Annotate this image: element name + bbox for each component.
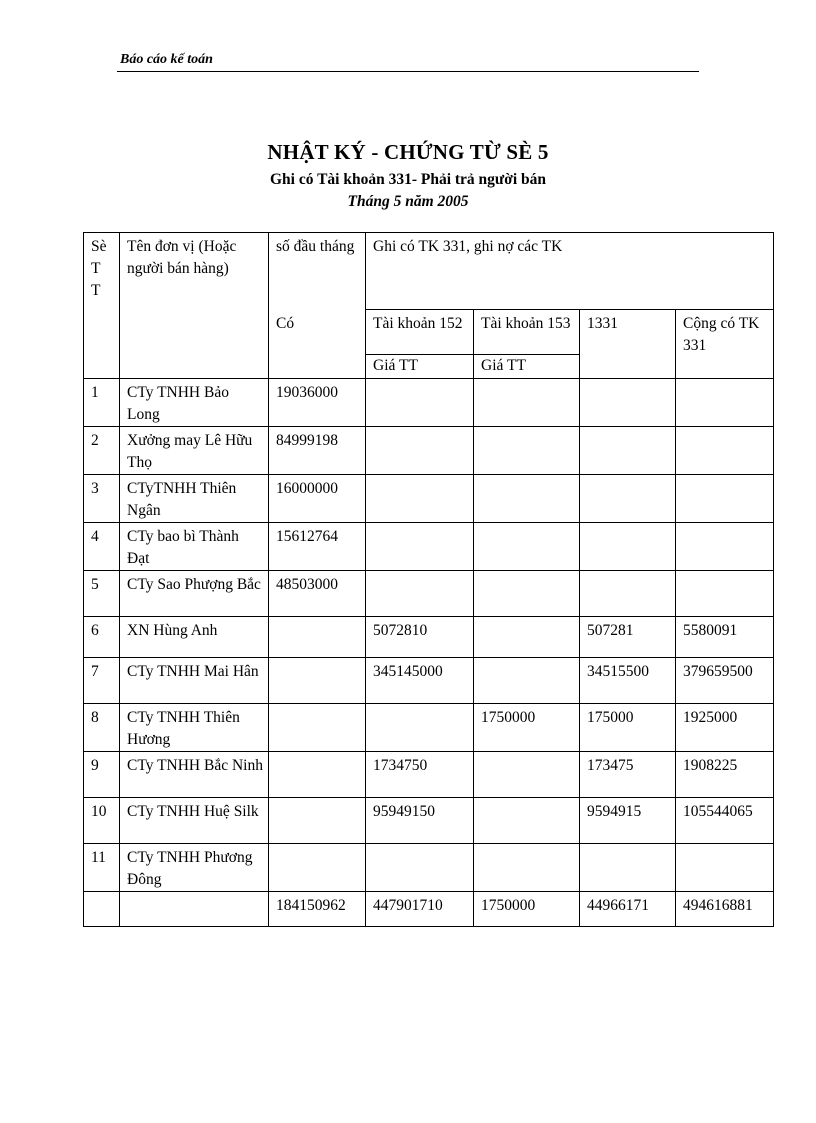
cell-opening	[269, 617, 366, 658]
cell-total-credit	[676, 427, 774, 475]
header-account-1331: 1331	[580, 310, 676, 379]
cell-tk152	[366, 571, 474, 617]
cell-tk153	[474, 752, 580, 798]
cell-total-credit	[676, 523, 774, 571]
totals-opening: 184150962	[269, 892, 366, 927]
header-opening-balance: số đầu tháng	[269, 233, 366, 310]
totals-tk1331: 44966171	[580, 892, 676, 927]
cell-stt: 2	[84, 427, 120, 475]
cell-unit-name: CTy TNHH Phương Đông	[120, 844, 269, 892]
header-rule	[117, 71, 699, 72]
totals-name	[120, 892, 269, 927]
document-title: NHẬT KÝ - CHỨNG TỪ SÈ 5	[267, 140, 549, 164]
header-credit-group: Ghi có TK 331, ghi nợ các TK	[366, 233, 774, 310]
cell-unit-name: XN Hùng Anh	[120, 617, 269, 658]
header-opening-credit: Có	[269, 310, 366, 379]
table-row	[84, 571, 774, 617]
cell-unit-name: CTy bao bì Thành Đạt	[120, 523, 269, 571]
cell-opening	[269, 798, 366, 844]
table-row	[84, 704, 774, 752]
cell-stt: 11	[84, 844, 120, 892]
cell-opening: 84999198	[269, 427, 366, 475]
report-header-label: Báo cáo kế toán	[120, 52, 213, 67]
cell-unit-name: CTy TNHH Bắc Ninh	[120, 752, 269, 798]
document-period: Tháng 5 năm 2005	[347, 193, 469, 210]
cell-tk153	[474, 844, 580, 892]
ledger-header	[84, 233, 774, 379]
header-total-credit: Cộng có TK 331	[676, 310, 774, 379]
cell-opening: 48503000	[269, 571, 366, 617]
table-row	[84, 844, 774, 892]
cell-stt: 10	[84, 798, 120, 844]
cell-tk1331: 34515500	[580, 658, 676, 704]
cell-total-credit: 105544065	[676, 798, 774, 844]
cell-tk153	[474, 379, 580, 427]
cell-stt: 7	[84, 658, 120, 704]
cell-total-credit: 379659500	[676, 658, 774, 704]
cell-tk1331	[580, 844, 676, 892]
cell-stt: 4	[84, 523, 120, 571]
header-price-152: Giá TT	[366, 355, 474, 379]
cell-opening: 19036000	[269, 379, 366, 427]
cell-opening	[269, 704, 366, 752]
cell-stt: 1	[84, 379, 120, 427]
cell-total-credit	[676, 475, 774, 523]
cell-tk152	[366, 475, 474, 523]
table-row	[84, 379, 774, 427]
cell-total-credit	[676, 571, 774, 617]
totals-row	[84, 892, 774, 927]
cell-total-credit: 1908225	[676, 752, 774, 798]
cell-unit-name: Xưởng may Lê Hữu Thọ	[120, 427, 269, 475]
table-row	[84, 523, 774, 571]
ledger-body	[84, 379, 774, 892]
document-subtitle: Ghi có Tài khoản 331- Phải trả người bán	[270, 171, 546, 188]
cell-tk152	[366, 704, 474, 752]
cell-tk152: 95949150	[366, 798, 474, 844]
cell-tk153	[474, 427, 580, 475]
totals-total: 494616881	[676, 892, 774, 927]
table-row	[84, 752, 774, 798]
cell-unit-name: CTyTNHH Thiên Ngân	[120, 475, 269, 523]
cell-tk1331	[580, 571, 676, 617]
cell-unit-name: CTy TNHH Huệ Silk	[120, 798, 269, 844]
cell-opening	[269, 658, 366, 704]
cell-unit-name: CTy Sao Phượng Bắc	[120, 571, 269, 617]
header-stt: Sè T T	[84, 233, 120, 379]
cell-tk153: 1750000	[474, 704, 580, 752]
cell-tk153	[474, 523, 580, 571]
cell-tk1331: 173475	[580, 752, 676, 798]
cell-unit-name: CTy TNHH Bảo Long	[120, 379, 269, 427]
cell-tk153	[474, 617, 580, 658]
ledger-totals	[84, 892, 774, 927]
cell-tk152: 1734750	[366, 752, 474, 798]
header-unit-name: Tên đơn vị (Hoặc người bán hàng)	[120, 233, 269, 379]
cell-total-credit	[676, 844, 774, 892]
cell-unit-name: CTy TNHH Thiên Hương	[120, 704, 269, 752]
cell-tk153	[474, 475, 580, 523]
cell-opening: 15612764	[269, 523, 366, 571]
cell-unit-name: CTy TNHH Mai Hân	[120, 658, 269, 704]
cell-stt: 8	[84, 704, 120, 752]
cell-tk1331: 507281	[580, 617, 676, 658]
cell-stt: 6	[84, 617, 120, 658]
ledger-table	[83, 232, 774, 927]
cell-tk153	[474, 571, 580, 617]
cell-tk1331: 9594915	[580, 798, 676, 844]
cell-tk152	[366, 427, 474, 475]
cell-opening: 16000000	[269, 475, 366, 523]
cell-stt: 3	[84, 475, 120, 523]
table-row	[84, 427, 774, 475]
header-account-153: Tài khoản 153	[474, 310, 580, 355]
totals-tk153: 1750000	[474, 892, 580, 927]
cell-tk1331	[580, 427, 676, 475]
cell-tk153	[474, 798, 580, 844]
table-row	[84, 617, 774, 658]
cell-total-credit: 1925000	[676, 704, 774, 752]
table-row	[84, 658, 774, 704]
cell-total-credit	[676, 379, 774, 427]
totals-stt	[84, 892, 120, 927]
cell-tk153	[474, 658, 580, 704]
table-row	[84, 475, 774, 523]
cell-tk152	[366, 379, 474, 427]
header-account-152: Tài khoản 152	[366, 310, 474, 355]
cell-tk152: 5072810	[366, 617, 474, 658]
cell-opening	[269, 844, 366, 892]
cell-tk152	[366, 523, 474, 571]
cell-tk1331	[580, 475, 676, 523]
cell-total-credit: 5580091	[676, 617, 774, 658]
cell-opening	[269, 752, 366, 798]
cell-tk152	[366, 844, 474, 892]
cell-tk1331	[580, 523, 676, 571]
table-row	[84, 798, 774, 844]
totals-tk152: 447901710	[366, 892, 474, 927]
cell-stt: 9	[84, 752, 120, 798]
cell-stt: 5	[84, 571, 120, 617]
cell-tk1331: 175000	[580, 704, 676, 752]
header-price-153: Giá TT	[474, 355, 580, 379]
cell-tk1331	[580, 379, 676, 427]
cell-tk152: 345145000	[366, 658, 474, 704]
